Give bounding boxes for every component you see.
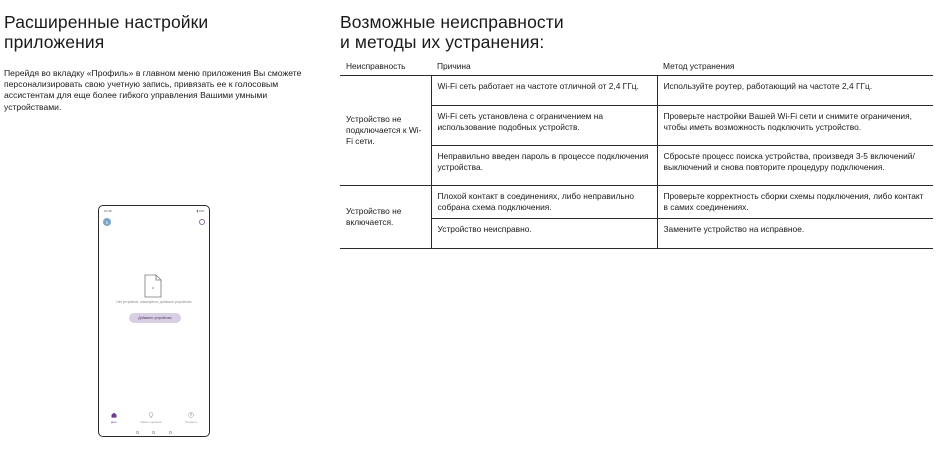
status-battery: ▮ 100 [196, 208, 204, 213]
empty-document-icon [143, 274, 163, 298]
intro-paragraph: Перейдя во вкладку «Профиль» в главном меню приложения Вы сможете персонализировать свою учетную запись, привязать ее к голосовым ассистентам для еще более гибкого управления Вашими умными устройствами. [4, 68, 302, 112]
bulb-icon [148, 412, 154, 418]
table-header-row [340, 61, 933, 76]
fix-cell: Используйте роутер, работающий на частоте 2,4 ГГц. [657, 76, 933, 106]
status-bar [99, 206, 209, 215]
nav-label-home: Дом [110, 420, 117, 424]
profile-icon [188, 412, 194, 418]
left-column [4, 12, 319, 113]
fix-cell: Замените устройство на исправное. [657, 219, 933, 249]
cause-cell: Wi-Fi сеть установлена с ограничением на использование подобных устройств. [431, 106, 657, 146]
cause-cell: Плохой контакт в соединениях, либо неправильно собрана схема подключения. [431, 186, 657, 219]
fault-cell: Устройство не включается. [340, 186, 431, 249]
title-line-2: и методы их устранения: [340, 32, 545, 52]
home-button-icon[interactable] [152, 431, 155, 434]
phone-mockup [98, 205, 210, 437]
nav-label-scenarios: Умные сценарии [140, 420, 162, 424]
nav-label-profile: Профиль [185, 420, 198, 424]
avatar[interactable] [103, 218, 111, 226]
header-fix: Метод устранения [657, 61, 933, 76]
nav-item-profile[interactable] [185, 412, 197, 424]
avatar-letter: S [105, 219, 109, 225]
header-fault: Неисправность [340, 61, 431, 76]
empty-state-text: Нет устройств, пожалуйста, добавьте устройство [116, 300, 192, 304]
fix-cell: Проверьте корректность сборки схемы подключения, либо контакт в самих соединениях. [657, 186, 933, 219]
status-time: 10:48 [104, 208, 112, 213]
fault-cell: Устройство не подключается к Wi-Fi сети. [340, 76, 431, 186]
system-nav-bar [99, 431, 209, 434]
troubleshooting-table [340, 61, 933, 249]
table-row [340, 186, 933, 219]
table-row [340, 76, 933, 106]
recent-apps-icon[interactable] [136, 431, 139, 434]
title-line-1: Возможные неисправности [340, 12, 564, 32]
fix-cell: Проверьте настройки Вашей Wi-Fi сети и снимите ограничения, чтобы иметь возможность подключить устройство. [657, 106, 933, 146]
add-icon[interactable] [199, 219, 205, 225]
cause-cell: Неправильно введен пароль в процессе подключения устройства. [431, 146, 657, 186]
cause-cell: Устройство неисправно. [431, 219, 657, 249]
nav-item-home[interactable] [111, 412, 117, 424]
add-device-button[interactable]: Добавить устройство [129, 313, 181, 323]
page-title: Расширенные настройки приложения [4, 12, 209, 52]
back-icon[interactable] [169, 431, 172, 434]
bottom-nav [99, 408, 209, 428]
home-icon [111, 412, 117, 418]
right-column [340, 12, 940, 52]
troubleshooting-title [340, 12, 940, 52]
nav-item-scenarios[interactable] [140, 412, 162, 424]
header-cause: Причина [431, 61, 657, 76]
fix-cell: Сбросьте процесс поиска устройства, произведя 3-5 включений/выключений и снова повторите процедуру подключения. [657, 146, 933, 186]
cause-cell: Wi-Fi сеть работает на частоте отличной от 2,4 ГГц. [431, 76, 657, 106]
app-topbar [99, 215, 209, 229]
